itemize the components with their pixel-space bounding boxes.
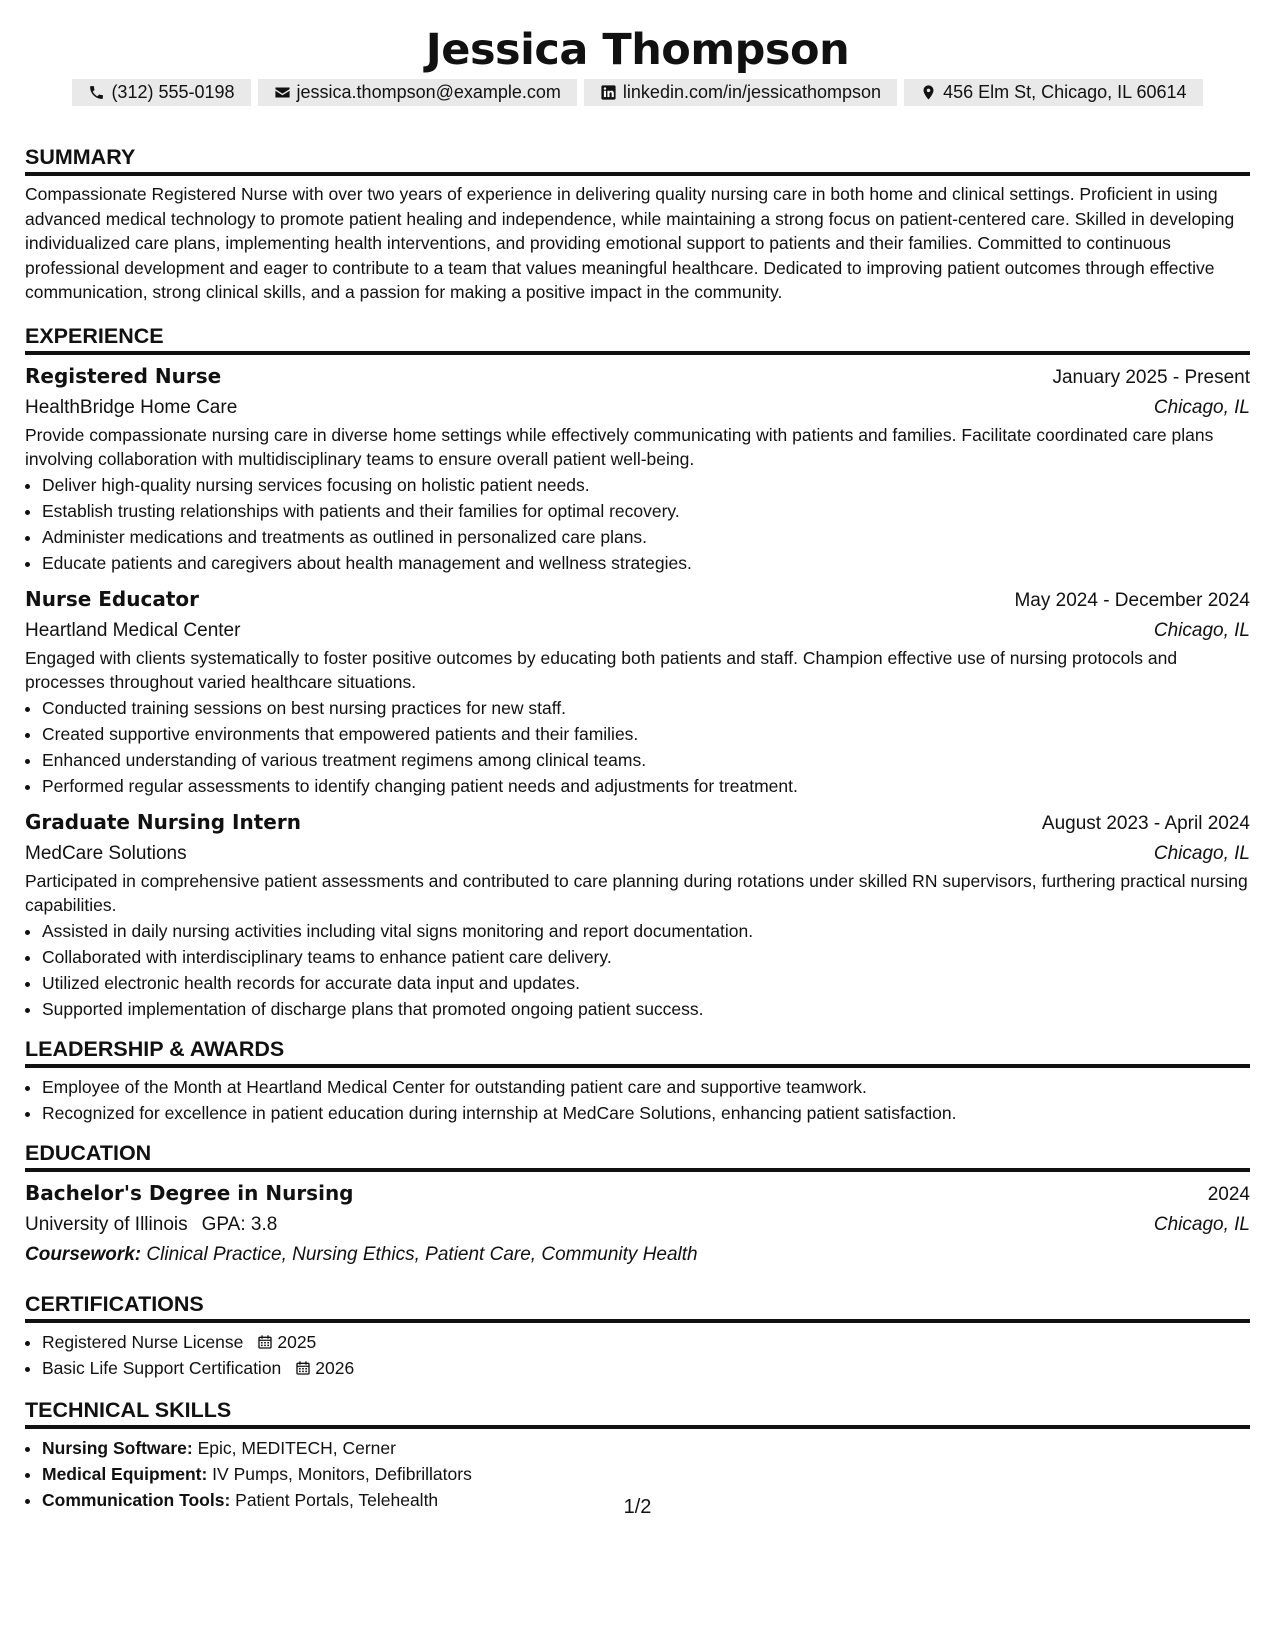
calendar-icon xyxy=(257,1334,273,1350)
skill-value: Epic, MEDITECH, Cerner xyxy=(197,1437,396,1458)
calendar-icon xyxy=(295,1360,311,1376)
address-text: 456 Elm St, Chicago, IL 60614 xyxy=(943,82,1187,102)
graduation-year: 2024 xyxy=(1207,1183,1250,1205)
contact-address xyxy=(904,79,1202,106)
list-item: • Educate patients and caregivers about health management and wellness strategies. xyxy=(42,550,1250,576)
list-item: • Performed regular assessments to identify changing patient needs and adjustments for treatment. xyxy=(42,773,1250,799)
page-number: 1/2 xyxy=(623,1496,652,1518)
job-bullets xyxy=(25,472,1250,576)
education-heading: EDUCATION xyxy=(25,1140,1250,1172)
list-item: • Created supportive environments that empowered patients and their families. xyxy=(42,721,1250,747)
job-title: Nurse Educator xyxy=(25,586,200,611)
list-item: • Collaborated with interdisciplinary teams to enhance patient care delivery. xyxy=(42,944,1250,970)
email-text: jessica.thompson@example.com xyxy=(296,82,561,102)
list-item xyxy=(42,1461,1250,1487)
experience-heading: EXPERIENCE xyxy=(25,323,1250,355)
job-entry xyxy=(25,361,1250,576)
list-item: • Utilized electronic health records for accurate data input and updates. xyxy=(42,970,1250,996)
list-item: • Assisted in daily nursing activities including vital signs monitoring and report documentation. xyxy=(42,918,1250,944)
school-name: University of Illinois xyxy=(25,1213,188,1235)
list-item: • Employee of the Month at Heartland Medical Center for outstanding patient care and supportive teamwork. xyxy=(42,1074,1250,1100)
job-bullets xyxy=(25,918,1250,1022)
job-location: Chicago, IL xyxy=(1153,396,1250,418)
cert-date xyxy=(295,1355,354,1381)
cert-year: 2025 xyxy=(277,1331,317,1352)
skill-value: Patient Portals, Telehealth xyxy=(235,1489,439,1510)
cert-name: • Basic Life Support Certification xyxy=(42,1357,282,1378)
job-description: Participated in comprehensive patient assessments and contributed to care planning during rotations under skilled RN supervisors, furthering practical nursing capabilities. xyxy=(25,870,1248,915)
list-item: • Administer medications and treatments as outlined in personalized care plans. xyxy=(42,524,1250,550)
list-item xyxy=(42,1355,1250,1381)
linkedin-text: linkedin.com/in/jessicathompson xyxy=(622,82,882,102)
job-company: MedCare Solutions xyxy=(25,842,187,864)
school-location: Chicago, IL xyxy=(1153,1213,1250,1235)
education-entry xyxy=(25,1178,1250,1269)
summary-text: Compassionate Registered Nurse with over two years of experience in delivering quality nursing care in both home and clinical settings. Proficient in using advanced medical technology to promote patient healing and independence, while maintaining a strong focus on patient-centered care. Skilled in developing individualized care plans, implementing health interventions, and providing emotional support to patients and their families. Committed to continuous professional development and eager to contribute to a team that values meaningful healthcare. Dedicated to improving patient outcomes through effective communication, strong clinical skills, and a passion for making a positive impact in the community. xyxy=(25,184,1235,302)
skill-label: Medical Equipment: xyxy=(42,1463,208,1484)
job-entry xyxy=(25,807,1250,1022)
coursework xyxy=(25,1240,1250,1269)
job-location: Chicago, IL xyxy=(1153,619,1250,641)
job-dates: May 2024 - December 2024 xyxy=(1014,589,1250,611)
leadership-heading: LEADERSHIP & AWARDS xyxy=(25,1036,1250,1068)
list-item xyxy=(42,1435,1250,1461)
job-dates: August 2023 - April 2024 xyxy=(1041,812,1250,834)
skills-heading: TECHNICAL SKILLS xyxy=(25,1397,1250,1429)
skill-value: IV Pumps, Monitors, Defibrillators xyxy=(212,1463,472,1484)
job-company: HealthBridge Home Care xyxy=(25,396,238,418)
gpa: GPA: 3.8 xyxy=(201,1213,278,1235)
candidate-name: Jessica Thompson xyxy=(425,25,850,75)
cert-name: • Registered Nurse License xyxy=(42,1331,244,1352)
school-info xyxy=(25,1210,277,1240)
phone-icon xyxy=(88,84,105,101)
contact-bar xyxy=(25,79,1250,106)
list-item: • Conducted training sessions on best nursing practices for new staff. xyxy=(42,695,1250,721)
certifications-heading: CERTIFICATIONS xyxy=(25,1291,1250,1323)
coursework-list: Clinical Practice, Nursing Ethics, Patient Care, Community Health xyxy=(146,1243,698,1265)
job-description: Provide compassionate nursing care in diverse home settings while effectively communicating with patients and families. Facilitate coordinated care plans involving collaboration with multidisciplinary teams to ensure overall patient well-being. xyxy=(25,424,1214,469)
skill-label: Communication Tools: xyxy=(42,1489,231,1510)
certifications-list xyxy=(25,1329,1250,1381)
cert-date xyxy=(257,1329,316,1355)
coursework-label: Coursework: xyxy=(25,1243,142,1265)
job-description: Engaged with clients systematically to foster positive outcomes by educating both patients and staff. Champion effective use of nursing protocols and processes throughout varied healthcare situations. xyxy=(25,647,1178,692)
cert-year: 2026 xyxy=(315,1357,355,1378)
job-dates: January 2025 - Present xyxy=(1052,366,1250,388)
job-title: Graduate Nursing Intern xyxy=(25,809,301,834)
linkedin-icon xyxy=(600,84,617,101)
contact-email[interactable] xyxy=(258,79,577,106)
resume-content xyxy=(25,24,1250,1513)
contact-phone[interactable] xyxy=(72,79,250,106)
list-item: • Supported implementation of discharge plans that promoted ongoing patient success. xyxy=(42,996,1250,1022)
map-marker-icon xyxy=(920,84,937,101)
leadership-list xyxy=(25,1074,1250,1126)
phone-text: (312) 555-0198 xyxy=(111,82,235,102)
job-location: Chicago, IL xyxy=(1153,842,1250,864)
skill-label: Nursing Software: xyxy=(42,1437,193,1458)
list-item: • Establish trusting relationships with patients and their families for optimal recovery. xyxy=(42,498,1250,524)
degree-title: Bachelor's Degree in Nursing xyxy=(25,1180,354,1205)
list-item: • Enhanced understanding of various treatment regimens among clinical teams. xyxy=(42,747,1250,773)
list-item: • Recognized for excellence in patient education during internship at MedCare Solutions, enhancing patient satisfaction. xyxy=(42,1100,1250,1126)
envelope-icon xyxy=(274,84,291,101)
job-bullets xyxy=(25,695,1250,799)
job-company: Heartland Medical Center xyxy=(25,619,241,641)
list-item: • Deliver high-quality nursing services focusing on holistic patient needs. xyxy=(42,472,1250,498)
contact-linkedin[interactable] xyxy=(584,79,897,106)
job-entry xyxy=(25,584,1250,799)
job-title: Registered Nurse xyxy=(25,363,222,388)
summary-heading: SUMMARY xyxy=(25,144,1250,176)
list-item xyxy=(42,1329,1250,1355)
